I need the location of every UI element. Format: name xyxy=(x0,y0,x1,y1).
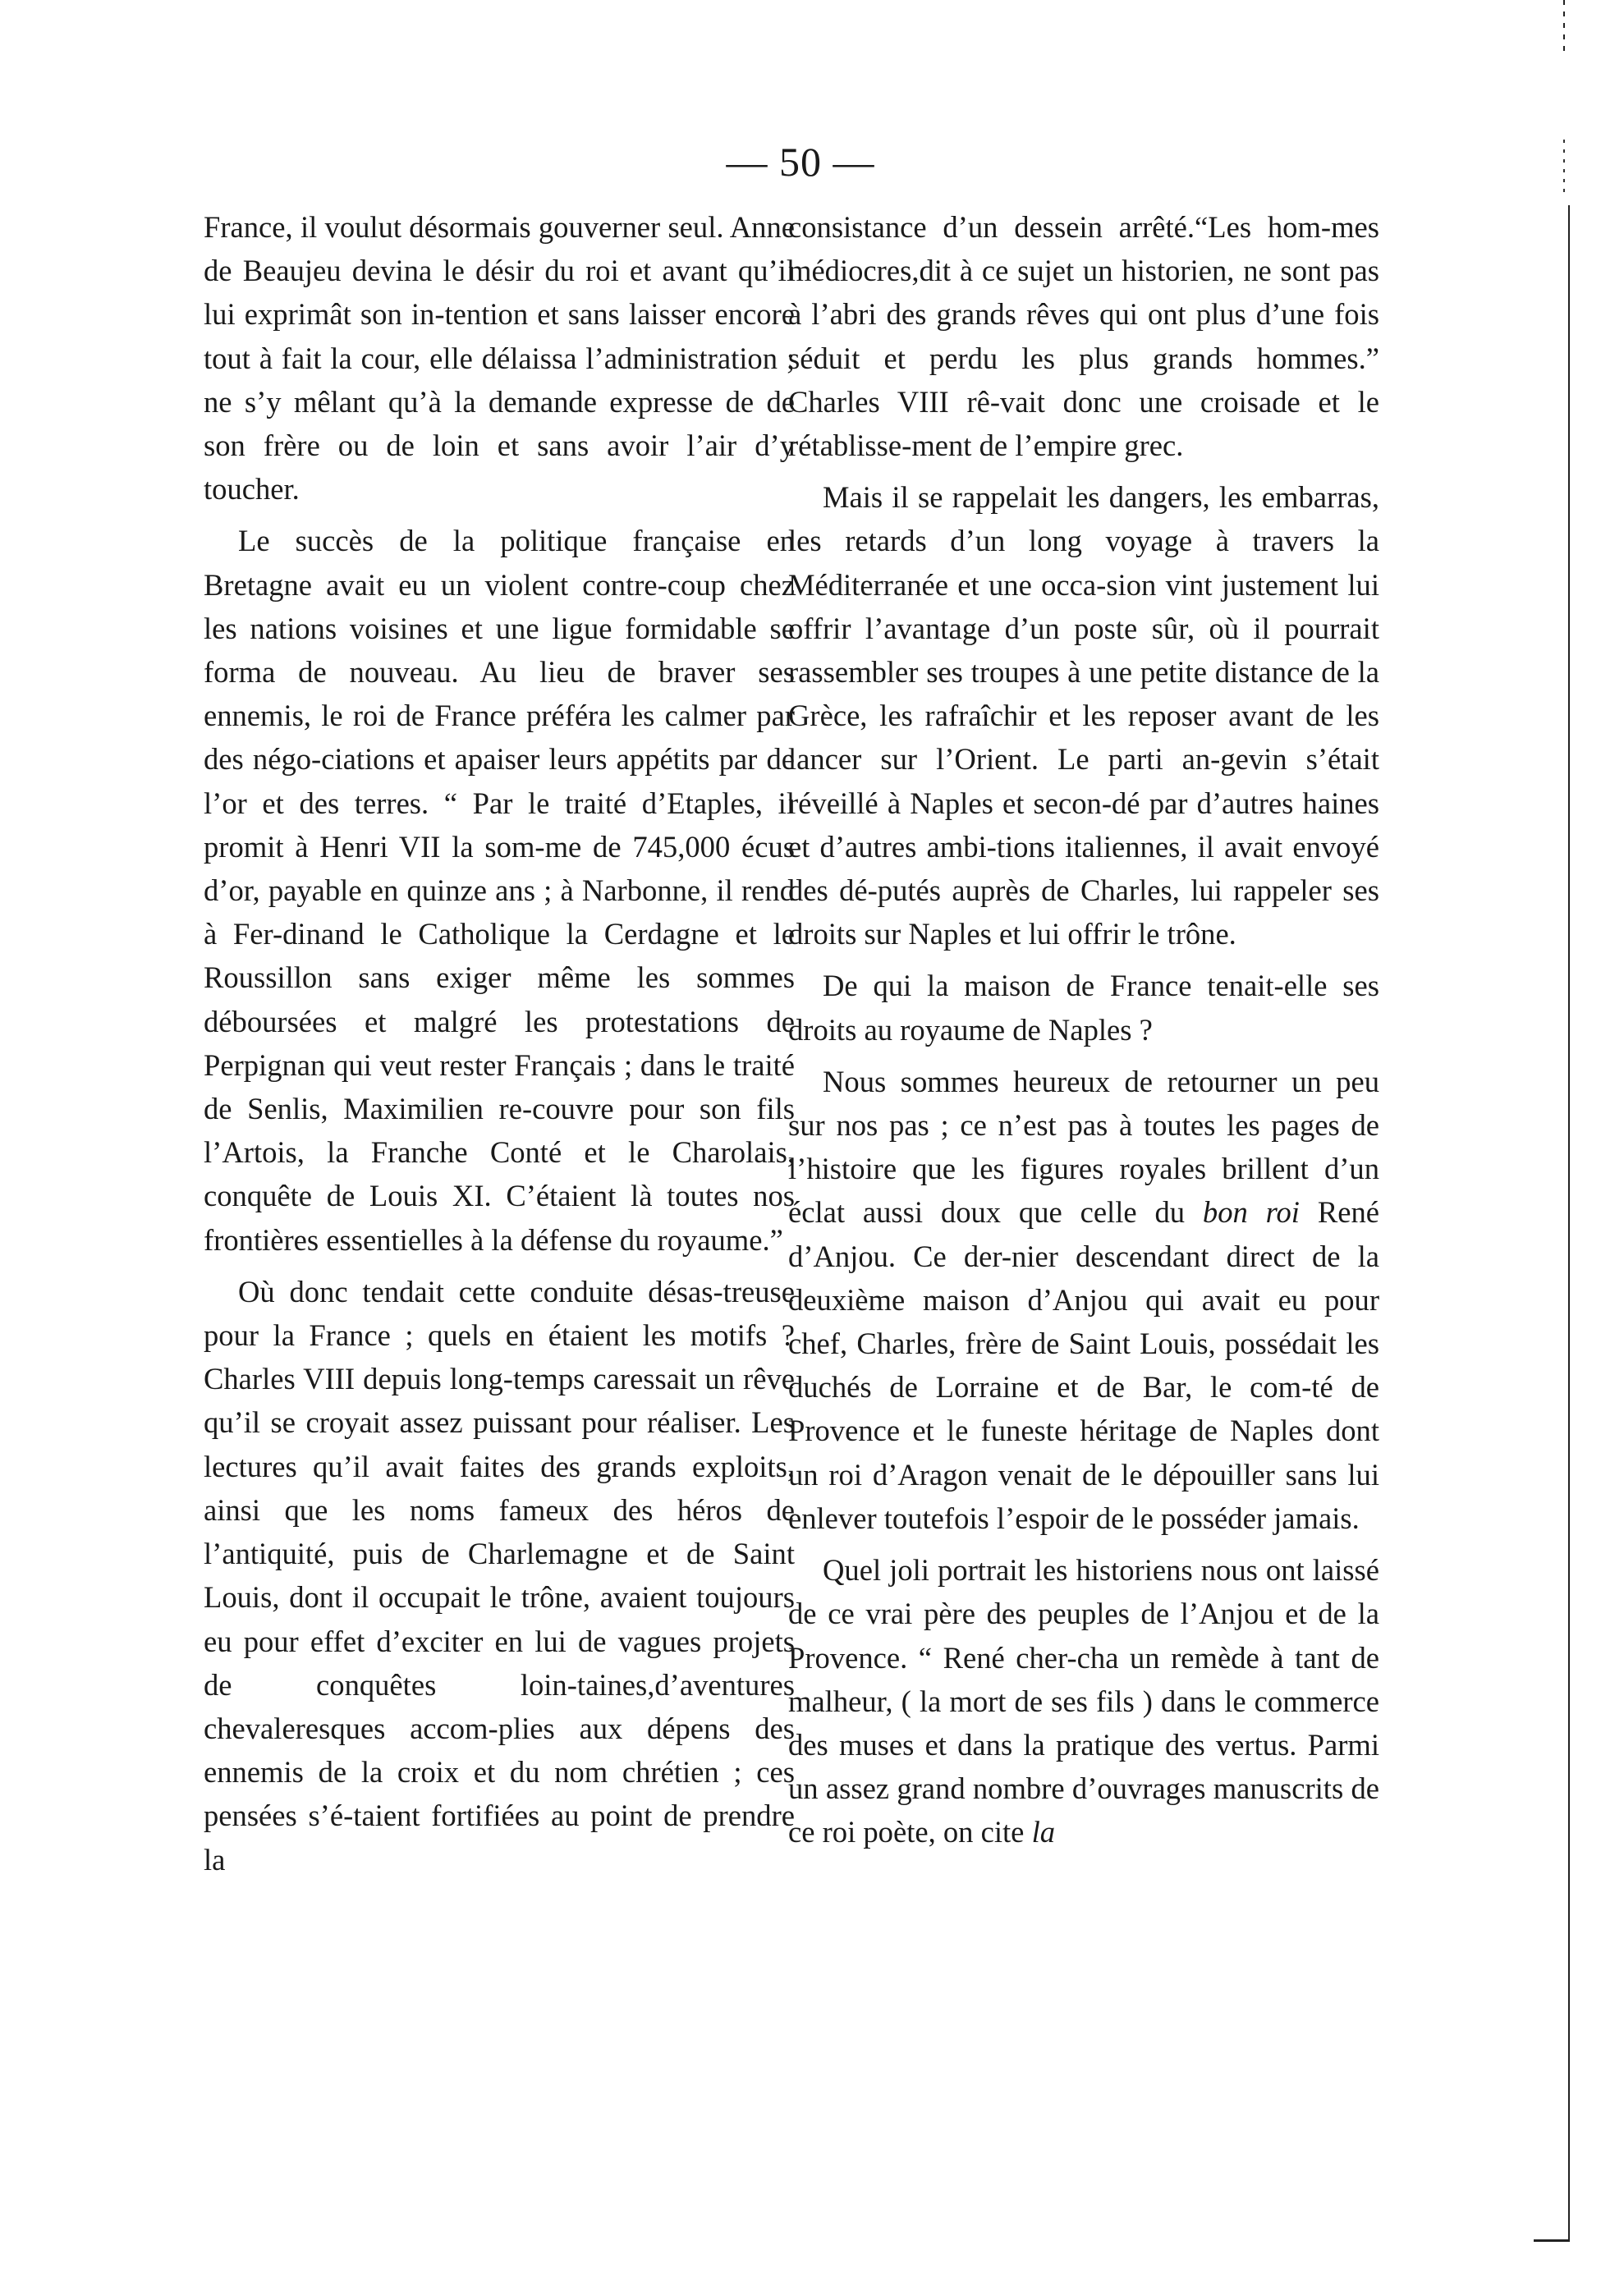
right-column xyxy=(788,205,1379,1863)
scan-corner-mark xyxy=(1534,2239,1570,2242)
text-run: Quel joli portrait les historiens nous ont laissé de ce vrai père des peuples de l’Anjou et de la Provence. “ René cher-cha un remède à tant de malheur, ( la mort de ses fils ) dans le commerce des muses et dans la pratique des vertus. Parmi un assez grand nombre d’ouvrages manuscrits de ce roi poète, on cite xyxy=(788,1553,1379,1849)
scan-edge-mark xyxy=(1563,0,1565,51)
scan-edge-rule xyxy=(1568,205,1570,2241)
paragraph: De qui la maison de France tenait-elle ses droits au royaume de Naples ? xyxy=(788,969,1379,1047)
page-number: — 50 — xyxy=(726,139,875,185)
text-run: René d’Anjou. Ce der-nier descendant direct de la deuxième maison d’Anjou qui avait eu pour chef, Charles, frère de Saint Louis, possédait les duchés de Lorraine et de Bar, le com-té de Provence et le funeste héritage de Naples dont un roi d’Aragon venait de le dépouiller sans lui enlever toutefois l’espoir de le posséder jamais. xyxy=(788,1195,1379,1535)
paragraph: Où donc tendait cette conduite désas-treuse pour la France ; quels en étaient les motifs ? Charles VIII depuis long-temps caressait un rêve qu’il se croyait assez puissant pour réaliser. Les lectures qu’il avait faites des grands exploits, ainsi que les noms fameux des héros de l’antiquité, puis de Charlemagne et de Saint Louis, dont il occupait le trône, avaient toujours eu pour effet d’exciter en lui de vagues projets de conquêtes loin-taines,d’aventures chevaleresques accom-plies aux dépens des ennemis de la croix et du nom chrétien ; ces pensées s’é-taient fortifiées au point de prendre la xyxy=(204,1274,795,1877)
text-run: Nous sommes heureux de retourner un peu sur nos pas ; ce n’est pas à toutes les pages de l’histoire que les figures royales brillent d’un éclat aussi doux que celle du xyxy=(788,1064,1379,1230)
italic-word: la xyxy=(1031,1815,1056,1849)
paragraph: France, il voulut désormais gouverner seul. Anne de Beaujeu devina le désir du roi et avant qu’il lui exprimât son in-tention et sans laisser encore tout à fait la cour, elle délaissa l’administration ; ne s’y mêlant qu’à la demande expresse de de son frère ou de loin et sans avoir l’air d’y toucher. xyxy=(204,210,795,506)
paragraph xyxy=(788,1060,1379,1540)
paragraph: Mais il se rappelait les dangers, les embarras, les retards d’un long voyage à travers la Méditerranée et une occa-sion vint justement lui offrir l’avantage d’un poste sûr, où il pourrait rassembler ses troupes à une petite distance de la Grèce, les rafraîchir et les reposer avant de les lancer sur l’Orient. Le parti an-gevin s’était réveillé à Naples et secon-dé par d’autres haines et d’autres ambi-tions italiennes, il avait envoyé des dé-putés auprès de Charles, lui rappeler ses droits sur Naples et lui offrir le trône. xyxy=(788,480,1379,951)
left-column xyxy=(204,205,795,1890)
scan-edge-mark xyxy=(1563,140,1565,197)
paragraph xyxy=(788,1548,1379,1854)
italic-phrase: bon roi xyxy=(1202,1195,1300,1230)
paragraph: consistance d’un dessein arrêté.“Les hom-mes médiocres,dit à ce sujet un historien, ne sont pas à l’abri des grands rêves qui ont plus d’une fois séduit et perdu les plus grands hommes.” Charles VIII rê-vait donc une croisade et le rétablisse-ment de l’empire grec. xyxy=(788,210,1379,463)
paragraph: Le succès de la politique française en Bretagne avait eu un violent contre-coup chez les nations voisines et une ligue formidable se forma de nouveau. Au lieu de braver ses ennemis, le roi de France préféra les calmer par des négo-ciations et apaiser leurs appétits par de l’or et des terres. “ Par le traité d’Etaples, il promit à Henri VII la som-me de 745,000 écus d’or, payable en quinze ans ; à Narbonne, il rend à Fer-dinand le Catholique la Cerdagne et le Roussillon sans exiger même les sommes déboursées et malgré les protestations de Perpignan qui veut rester Français ; dans le traité de Senlis, Maximilien re-couvre pour son fils l’Artois, la Franche Conté et le Charolais, conquête de Louis XI. C’étaient là toutes nos frontières essentielles à la défense du royaume.” xyxy=(204,524,795,1257)
